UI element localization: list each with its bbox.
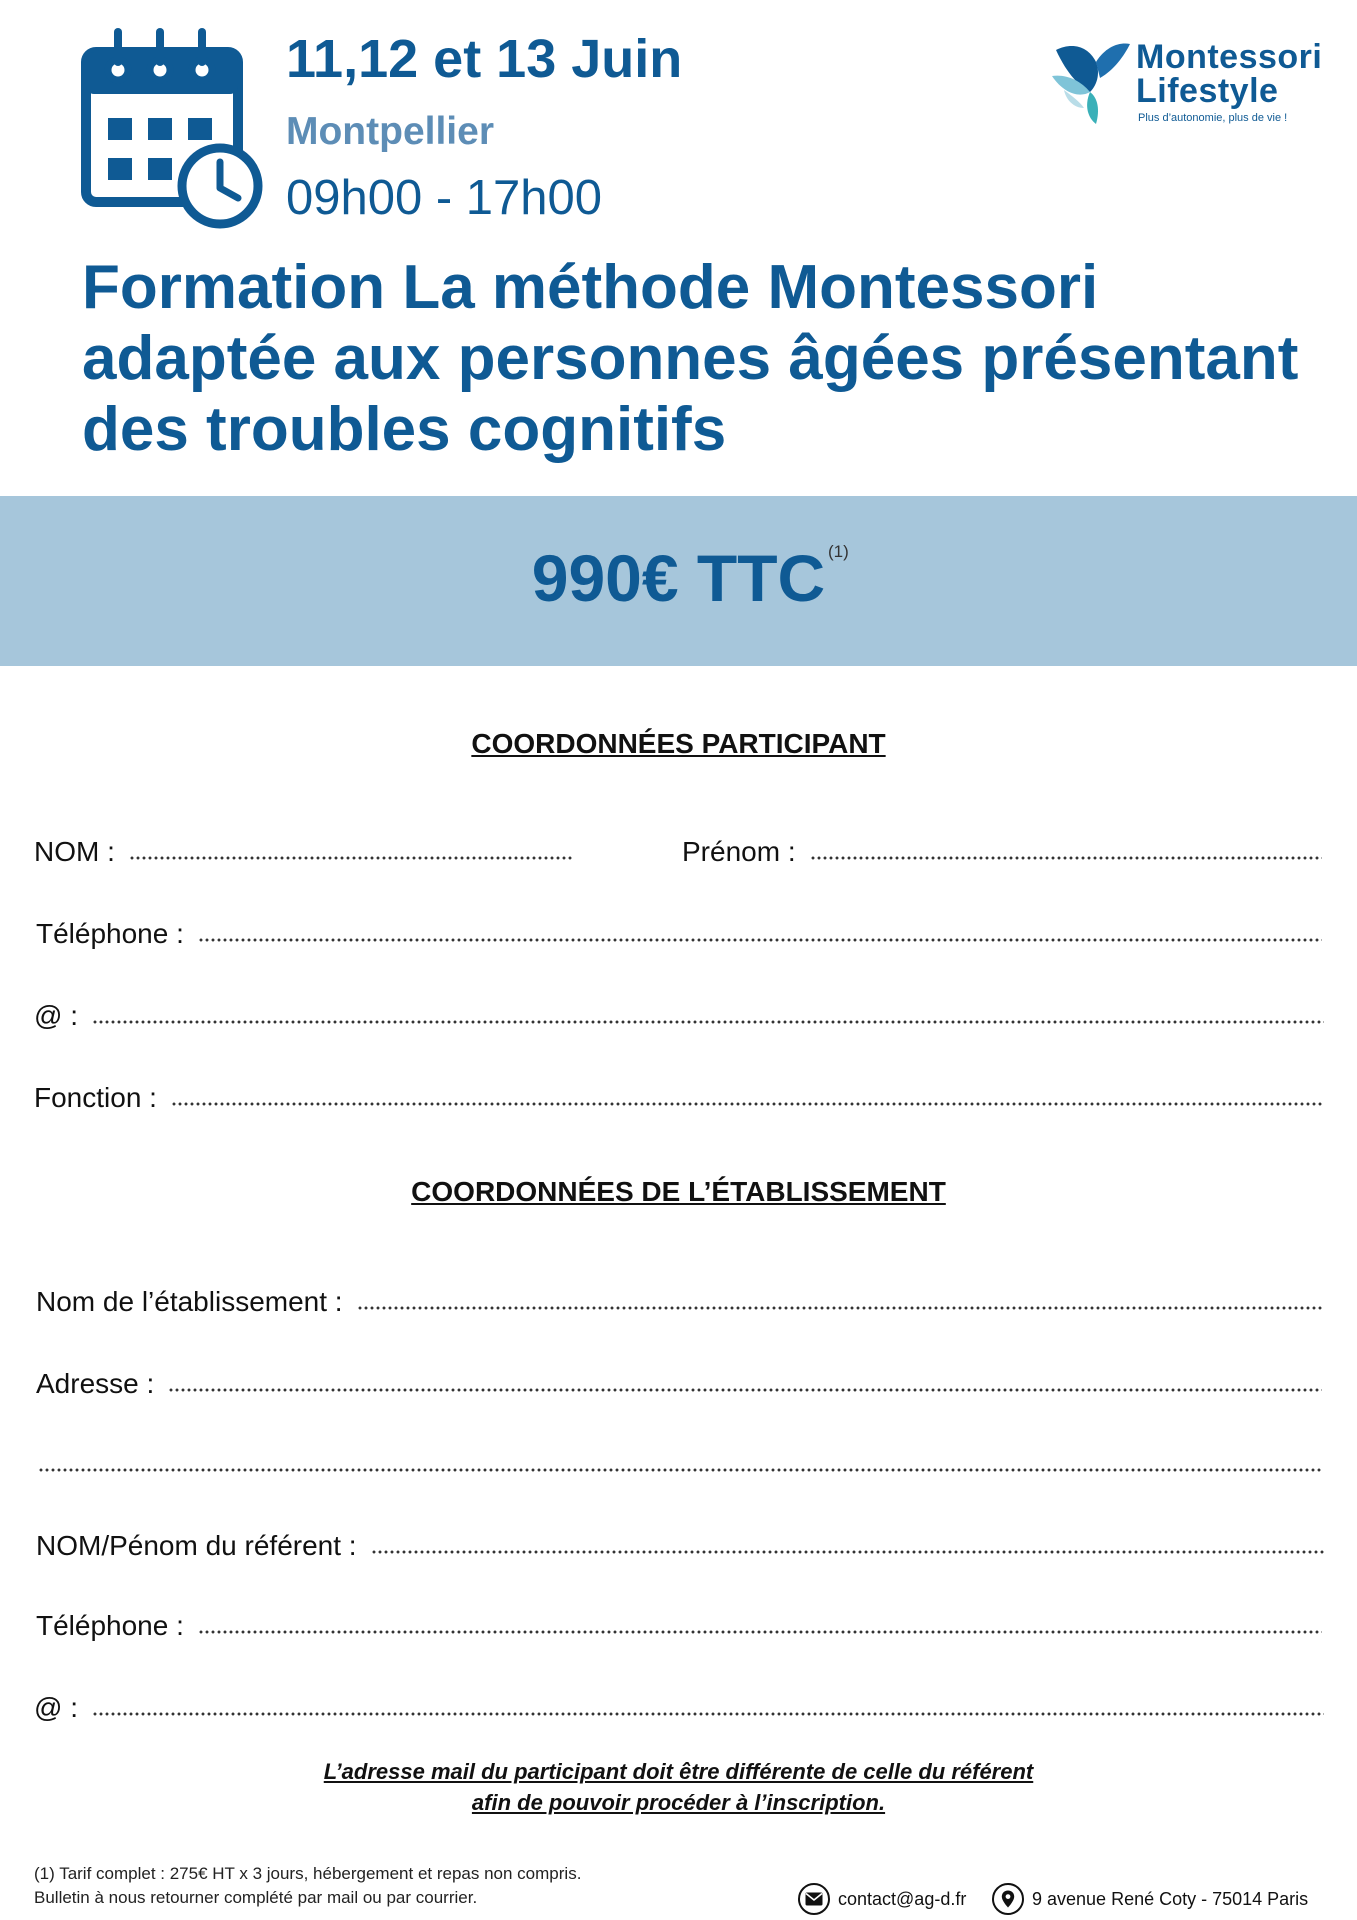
establishment-name-input-line[interactable] — [357, 1305, 1324, 1311]
nom-field[interactable] — [34, 828, 574, 868]
brand-name-line2: Lifestyle — [1136, 72, 1279, 110]
email-notice — [0, 1756, 1357, 1818]
referent-label: NOM/Pénom du référent : — [36, 1530, 357, 1561]
address-continuation-field[interactable] — [38, 1440, 1322, 1480]
location-pin-icon — [992, 1883, 1024, 1915]
establishment-name-field[interactable] — [36, 1278, 1324, 1318]
participant-telephone-label: Téléphone : — [36, 918, 184, 949]
establishment-telephone-label: Téléphone : — [36, 1610, 184, 1641]
address-continuation-input-line[interactable] — [38, 1467, 1322, 1473]
prenom-label: Prénom : — [682, 836, 796, 867]
email-notice-line: L’adresse mail du participant doit être différente de celle du référent — [323, 1759, 1034, 1784]
fonction-label: Fonction : — [34, 1082, 157, 1113]
price-value: 990€ TTC — [531, 541, 826, 615]
brand-tagline: Plus d’autonomie, plus de vie ! — [1138, 112, 1288, 124]
price-footnote-ref: (1) — [828, 542, 849, 561]
fonction-field[interactable] — [34, 1074, 1324, 1114]
price-band — [0, 496, 1357, 666]
contact-email[interactable] — [798, 1880, 966, 1918]
address-input-line[interactable] — [168, 1387, 1322, 1393]
establishment-name-label: Nom de l’établissement : — [36, 1286, 343, 1317]
event-hours: 09h00 - 17h00 — [286, 171, 603, 225]
contact-email-text[interactable]: contact@ag-d.fr — [838, 1888, 967, 1909]
envelope-icon — [798, 1883, 830, 1915]
participant-email-field[interactable] — [34, 992, 1324, 1032]
establishment-email-field[interactable] — [34, 1684, 1324, 1724]
nom-label: NOM : — [34, 836, 115, 867]
footnote-line: (1) Tarif complet : 275€ HT x 3 jours, hébergement et repas non compris. — [34, 1864, 582, 1883]
event-dates: 11,12 et 13 Juin — [286, 29, 683, 89]
address-label: Adresse : — [36, 1368, 155, 1399]
contact-address — [992, 1880, 1308, 1918]
establishment-email-input-line[interactable] — [92, 1711, 1324, 1717]
calendar-icon — [80, 26, 264, 230]
email-notice-line: afin de pouvoir procéder à l’inscription. — [471, 1790, 886, 1815]
course-title-line: des troubles cognitifs — [82, 395, 727, 464]
event-city: Montpellier — [286, 110, 495, 153]
prenom-field[interactable] — [682, 828, 1322, 868]
participant-email-input-line[interactable] — [92, 1019, 1324, 1025]
course-title-line: Formation La méthode Montessori — [82, 253, 1099, 322]
price-footnote — [34, 1862, 581, 1910]
establishment-email-label: @ : — [34, 1692, 78, 1723]
fonction-input-line[interactable] — [171, 1101, 1324, 1107]
brand-logo — [1050, 36, 1330, 136]
participant-email-label: @ : — [34, 1000, 78, 1031]
course-title-line: adaptée aux personnes âgées présentant — [82, 324, 1299, 393]
brand-name-line1: Montessori — [1136, 38, 1323, 76]
establishment-telephone-input-line[interactable] — [198, 1629, 1322, 1635]
nom-input-line[interactable] — [129, 855, 574, 861]
referent-field[interactable] — [36, 1522, 1324, 1562]
referent-input-line[interactable] — [371, 1549, 1324, 1555]
establishment-heading: COORDONNÉES DE L’ÉTABLISSEMENT — [411, 1176, 946, 1207]
address-field[interactable] — [36, 1360, 1322, 1400]
establishment-telephone-field[interactable] — [36, 1602, 1322, 1642]
footnote-line: Bulletin à nous retourner complété par mail ou par courrier. — [34, 1888, 478, 1907]
prenom-input-line[interactable] — [810, 855, 1322, 861]
bird-logo-icon — [1050, 36, 1132, 126]
participant-heading: COORDONNÉES PARTICIPANT — [471, 728, 886, 759]
participant-telephone-input-line[interactable] — [198, 937, 1322, 943]
contact-address-text: 9 avenue René Coty - 75014 Paris — [1032, 1888, 1309, 1909]
course-title — [82, 252, 1342, 465]
participant-telephone-field[interactable] — [36, 910, 1322, 950]
